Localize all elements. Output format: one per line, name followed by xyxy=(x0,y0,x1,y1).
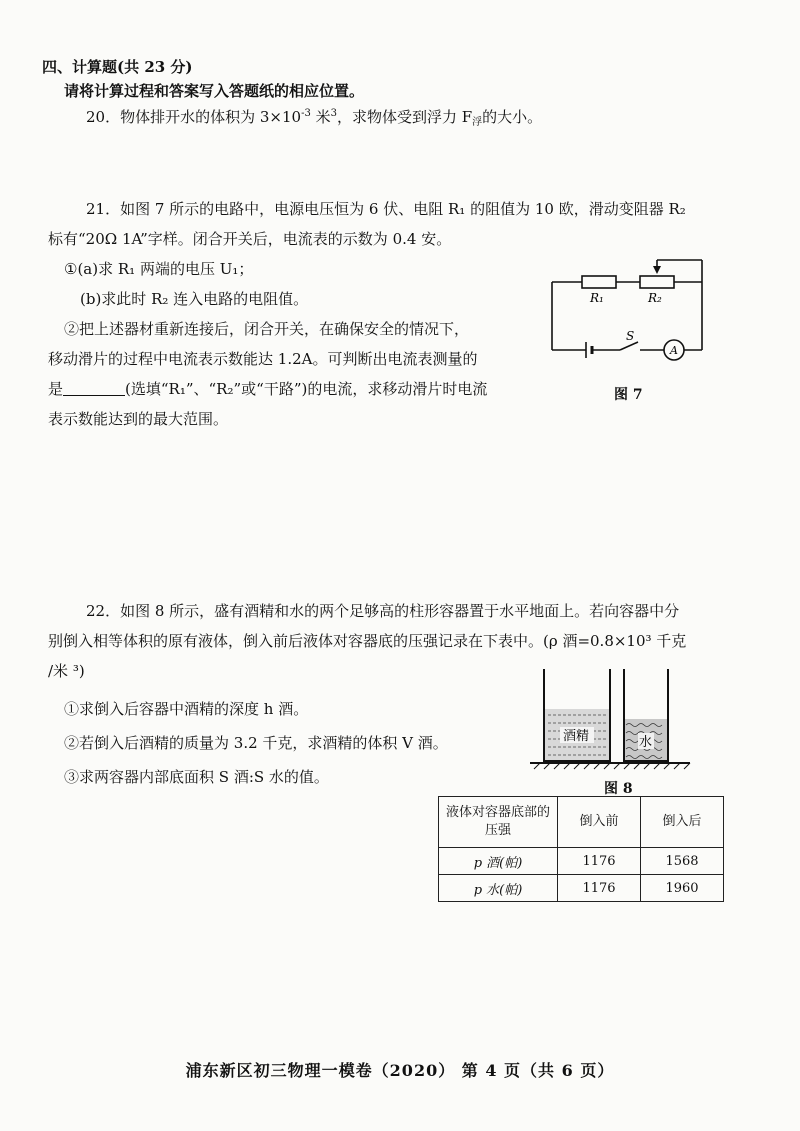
q22-part-2: ②若倒入后酒精的质量为 3.2 千克，求酒精的体积 V 酒。 xyxy=(64,734,448,752)
question-20 xyxy=(86,106,542,128)
resistor-r1 xyxy=(582,276,616,288)
q21-line-7 xyxy=(48,378,487,399)
section-heading: 四、计算题(共 23 分) xyxy=(42,58,193,76)
water-label: 水 xyxy=(639,735,653,750)
q21-line-3: ①(a)求 R₁ 两端的电压 U₁； xyxy=(64,260,254,278)
q21-line-2: 标有“20Ω 1A”字样。闭合开关后，电流表的示数为 0.4 安。 xyxy=(48,230,452,248)
q20-text-d: 的大小。 xyxy=(482,108,543,126)
r2-label: R₂ xyxy=(648,291,662,305)
ammeter-label: A xyxy=(670,344,678,357)
table-cell: 1960 xyxy=(641,875,724,902)
figure-7-caption: 图 7 xyxy=(614,387,643,403)
q20-text-a: 20．物体排开水的体积为 3×10 xyxy=(86,108,302,126)
table-cell: 1176 xyxy=(558,848,641,875)
q20-exponent-2: 3 xyxy=(330,108,337,119)
q21-line-7a: 是 xyxy=(48,380,64,398)
q22-line-1: 22．如图 8 所示，盛有酒精和水的两个足够高的柱形容器置于水平地面上。若向容器中分 xyxy=(86,602,680,620)
section-instruction: 请将计算过程和答案写入答题纸的相应位置。 xyxy=(64,82,365,100)
table-header-row xyxy=(439,797,724,848)
q21-line-7b: (选填“R₁”、“R₂”或“干路”)的电流，求移动滑片时电流 xyxy=(125,380,488,398)
table-header-cell: 倒入前 xyxy=(558,797,641,848)
table-cell: 1568 xyxy=(641,848,724,875)
resistor-r2 xyxy=(640,276,674,288)
r1-label: R₁ xyxy=(590,291,604,305)
q20-text-c: ，求物体受到浮力 F xyxy=(336,108,473,126)
q22-part-1: ①求倒入后容器中酒精的深度 h 酒。 xyxy=(64,700,309,718)
table-row xyxy=(439,875,724,902)
table-cell: p 水(帕) xyxy=(439,875,558,902)
q20-subscript: 浮 xyxy=(472,117,483,128)
page-footer: 浦东新区初三物理一模卷（2020） 第 4 页（共 6 页） xyxy=(185,1061,615,1080)
q21-line-1: 21．如图 7 所示的电路中，电源电压恒为 6 伏、电阻 R₁ 的阻值为 10 欧，滑动变阻器 R₂ xyxy=(86,200,686,218)
figure-8-caption: 图 8 xyxy=(604,781,633,797)
q21-line-6: 移动滑片的过程中电流表示数能达 1.2A。可判断出电流表测量的 xyxy=(48,350,478,368)
alcohol-label: 酒精 xyxy=(563,729,590,744)
table-cell: p 酒(帕) xyxy=(439,848,558,875)
q21-line-8: 表示数能达到的最大范围。 xyxy=(48,410,229,428)
answer-blank xyxy=(63,381,125,396)
q20-exponent: -3 xyxy=(301,108,311,119)
circuit-diagram xyxy=(540,250,720,370)
table-cell: 1176 xyxy=(558,875,641,902)
table-header-cell: 液体对容器底部的压强 xyxy=(439,797,558,848)
q21-line-4: (b)求此时 R₂ 连入电路的电阻值。 xyxy=(80,290,309,308)
q21-line-5: ②把上述器材重新连接后，闭合开关，在确保安全的情况下， xyxy=(64,320,470,338)
q20-text-b: 米 xyxy=(310,108,331,126)
table-row xyxy=(439,848,724,875)
pressure-table xyxy=(438,796,724,902)
q22-part-3: ③求两容器内部底面积 S 酒:S 水的值。 xyxy=(64,768,329,786)
table-header-cell: 倒入后 xyxy=(641,797,724,848)
switch-label: S xyxy=(626,329,635,343)
q22-line-3: /米 ³) xyxy=(48,662,85,680)
q22-line-2: 别倒入相等体积的原有液体，倒入前后液体对容器底的压强记录在下表中。(ρ 酒=0.8×10³ 千克 xyxy=(48,632,687,650)
containers-diagram xyxy=(520,665,700,775)
